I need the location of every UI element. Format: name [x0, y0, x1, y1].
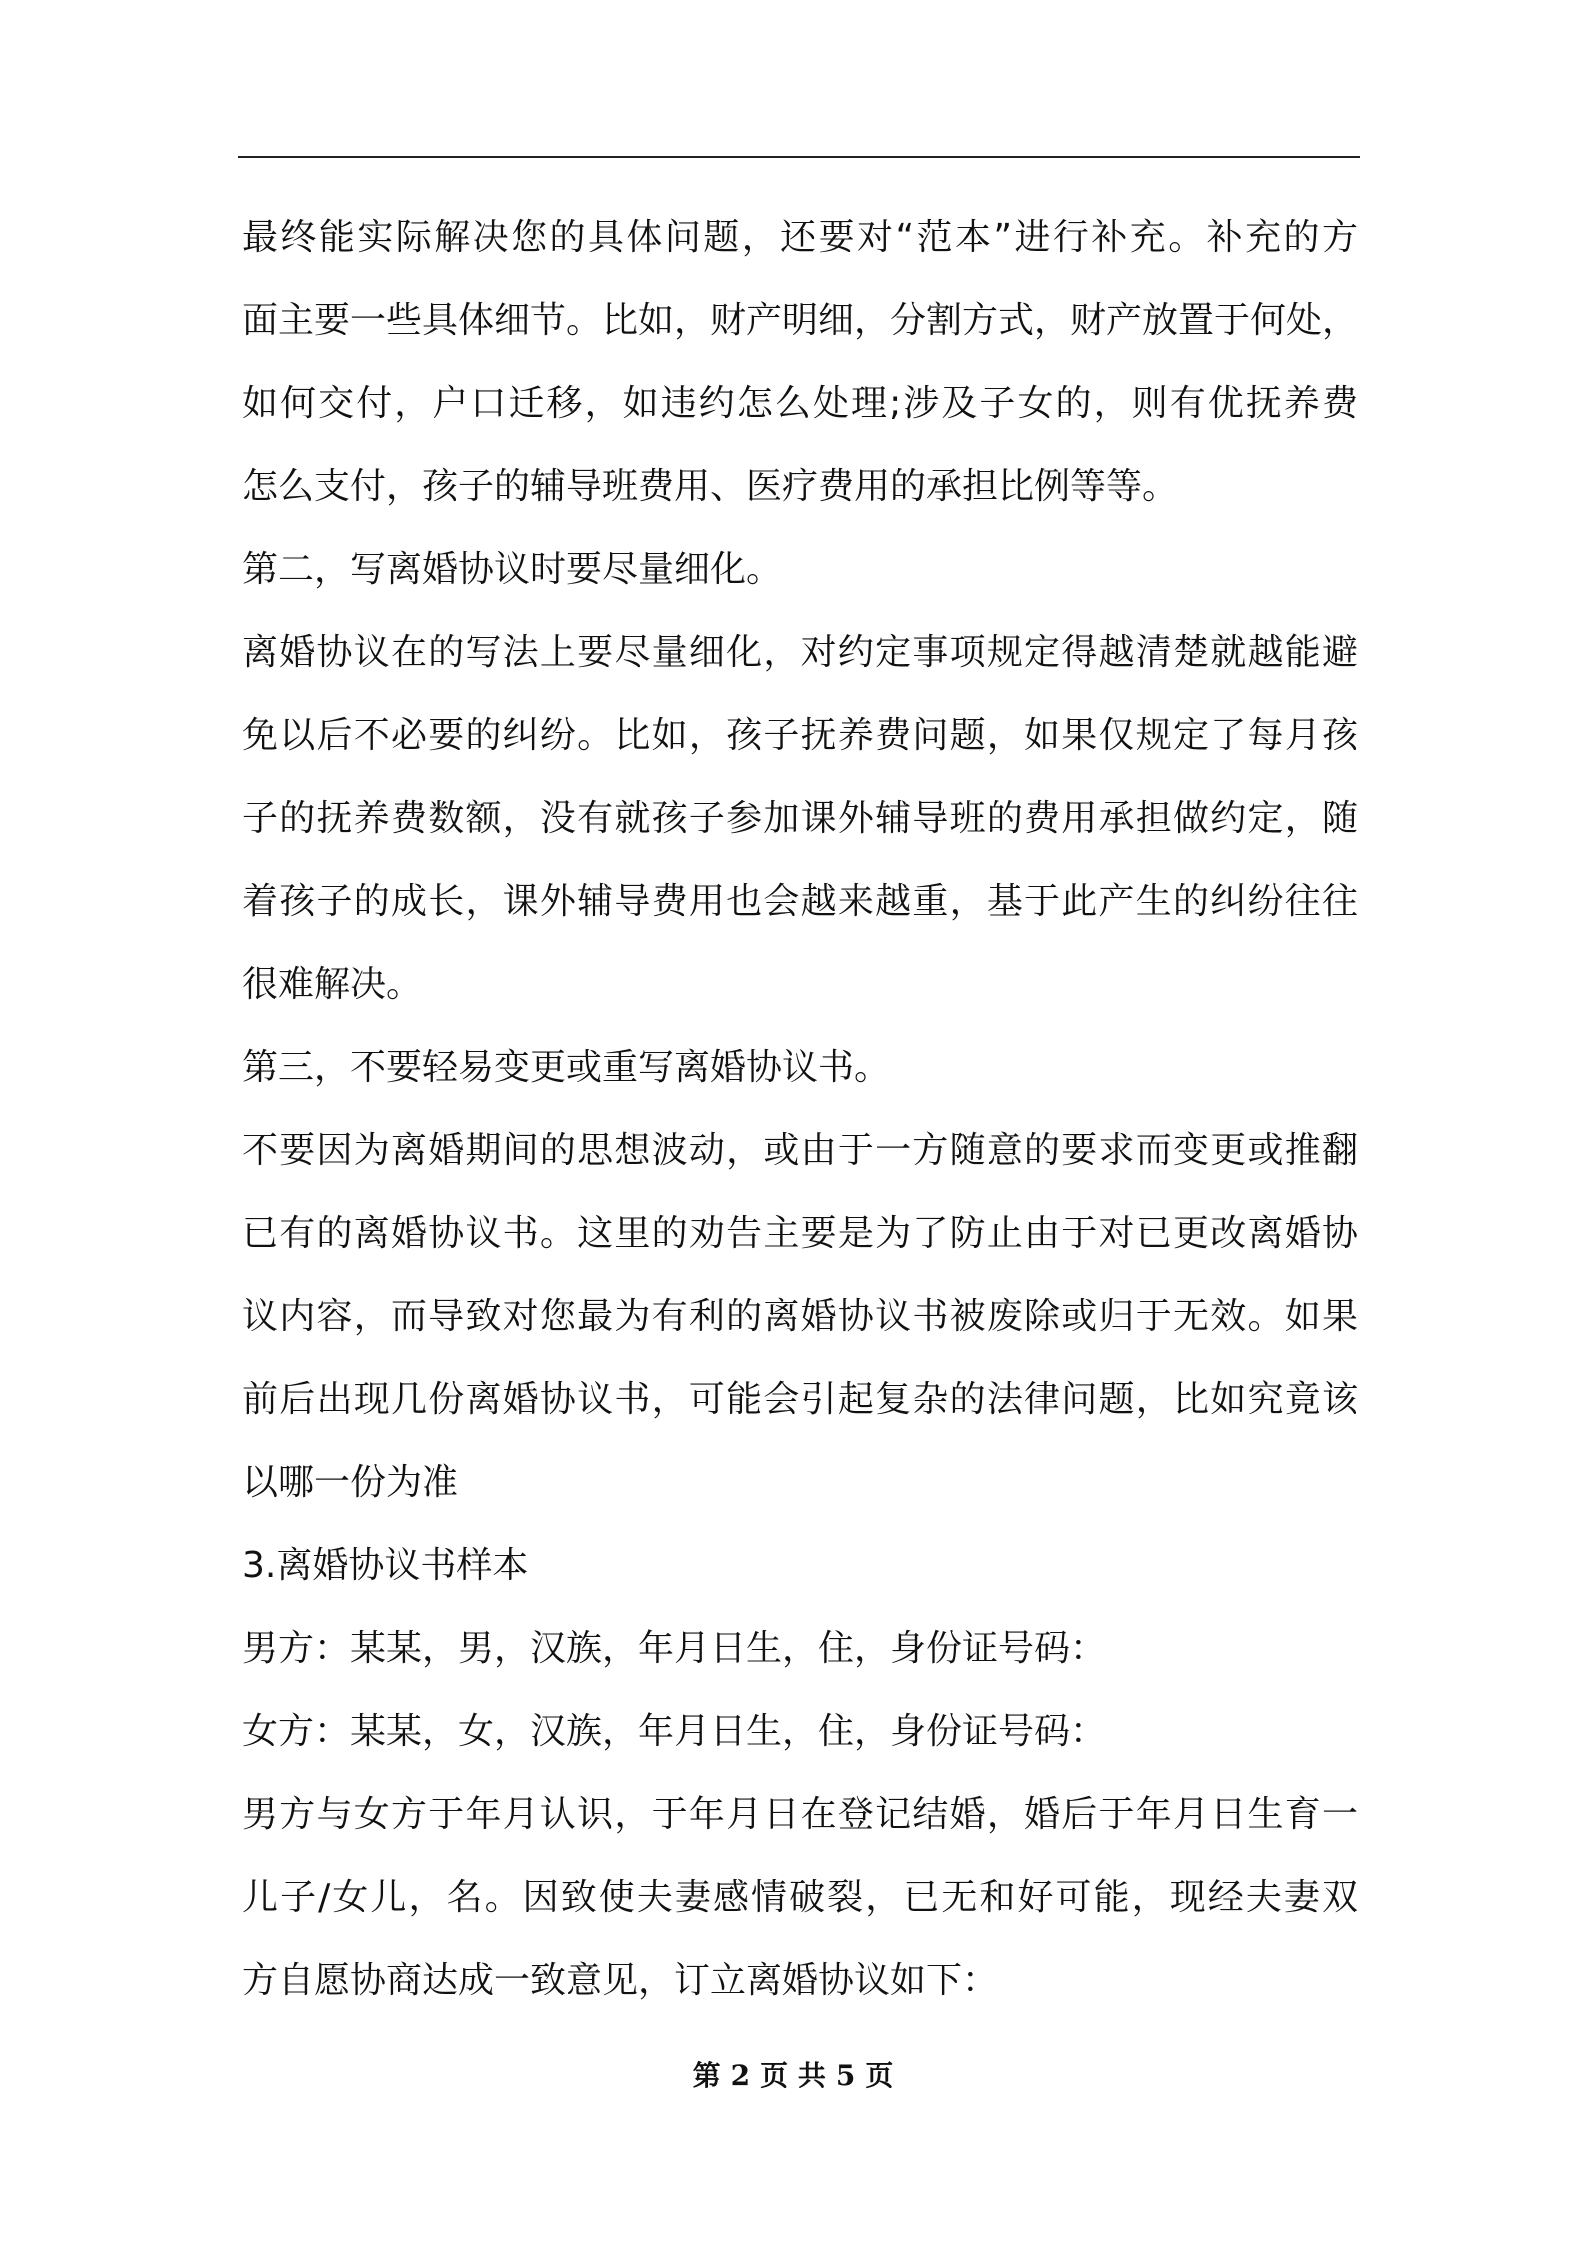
body-line: 方自愿协商达成一致意见，订立离婚协议如下： — [242, 1960, 999, 2001]
sample-heading: 3.离婚协议书样本 — [242, 1545, 529, 1586]
body-line: 前后出现几份离婚协议书，可能会引起复杂的法律问题，比如究竟该 — [242, 1379, 1358, 1420]
page-footer — [0, 2056, 1586, 2096]
section-heading-3: 第三，不要轻易变更或重写离婚协议书。 — [242, 1047, 891, 1088]
document-body — [242, 196, 1358, 2022]
body-line: 怎么支付，孩子的辅导班费用、医疗费用的承担比例等等。 — [242, 466, 1179, 507]
header-rule — [238, 156, 1360, 158]
footer-middle: 页 共 — [760, 2059, 826, 2092]
male-party-line: 男方：某某，男，汉族，年月日生，住，身份证号码： — [242, 1628, 1107, 1669]
body-line: 男方与女方于年月认识，于年月日在登记结婚，婚后于年月日生育一 — [242, 1794, 1358, 1835]
footer-prefix: 第 — [692, 2059, 721, 2092]
body-line: 离婚协议在的写法上要尽量细化，对约定事项规定得越清楚就越能避 — [242, 632, 1358, 673]
body-line: 已有的离婚协议书。这里的劝告主要是为了防止由于对已更改离婚协 — [242, 1213, 1358, 1254]
body-line: 面主要一些具体细节。比如，财产明细，分割方式，财产放置于何处， — [242, 300, 1358, 341]
current-page-number: 2 — [730, 2059, 751, 2092]
body-line: 子的抚养费数额，没有就孩子参加课外辅导班的费用承担做约定，随 — [242, 798, 1358, 839]
female-party-line: 女方：某某，女，汉族，年月日生，住，身份证号码： — [242, 1711, 1107, 1752]
body-line: 议内容，而导致对您最为有利的离婚协议书被废除或归于无效。如果 — [242, 1296, 1358, 1337]
body-line: 免以后不必要的纠纷。比如，孩子抚养费问题，如果仅规定了每月孩 — [242, 715, 1358, 756]
body-line: 很难解决。 — [242, 964, 423, 1005]
body-line: 不要因为离婚期间的思想波动，或由于一方随意的要求而变更或推翻 — [242, 1130, 1358, 1171]
footer-suffix: 页 — [865, 2059, 894, 2092]
body-line: 着孩子的成长，课外辅导费用也会越来越重，基于此产生的纠纷往往 — [242, 881, 1358, 922]
total-pages-number: 5 — [835, 2059, 856, 2092]
section-heading-2: 第二，写离婚协议时要尽量细化。 — [242, 549, 783, 590]
body-line: 最终能实际解决您的具体问题，还要对“范本”进行补充。补充的方 — [242, 217, 1358, 258]
body-line: 儿子/女儿，名。因致使夫妻感情破裂，已无和好可能，现经夫妻双 — [242, 1877, 1358, 1918]
body-line: 以哪一份为准 — [242, 1462, 459, 1503]
body-line: 如何交付，户口迁移，如违约怎么处理;涉及子女的，则有优抚养费 — [242, 383, 1358, 424]
